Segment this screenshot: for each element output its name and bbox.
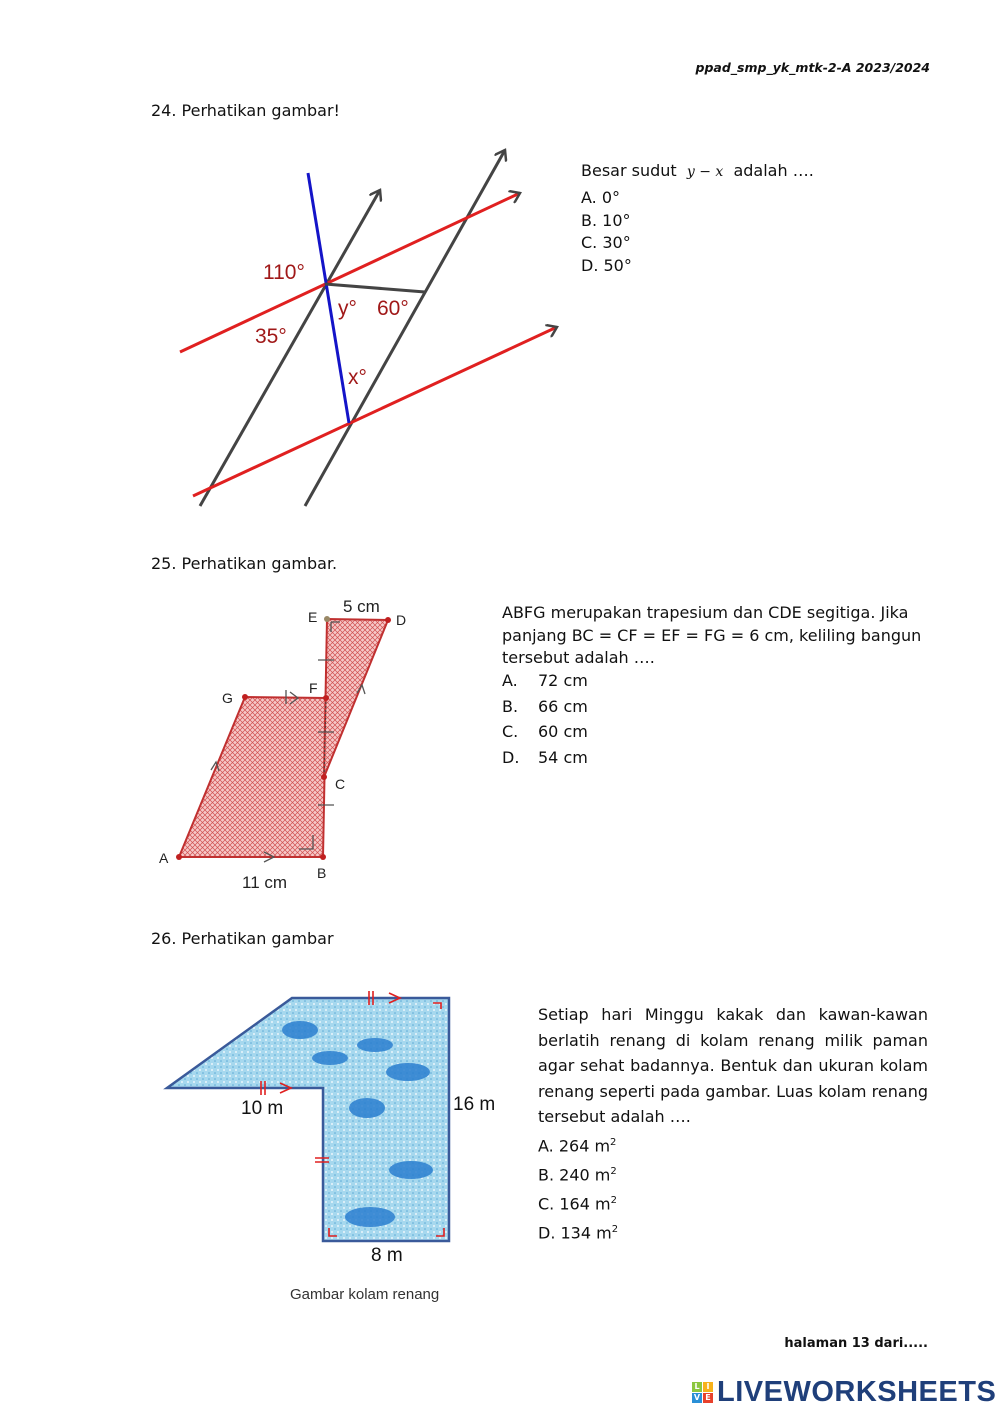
point-f: F [309,680,318,696]
q25-option-b[interactable]: B. 66 cm [502,696,588,716]
q24-title: 24. Perhatikan gambar! [151,101,340,120]
point-a: A [159,850,169,866]
q26-option-c[interactable]: C. 164 $m^2$ [538,1194,617,1214]
q25-title: 25. Perhatikan gambar. [151,554,338,573]
q25-option-d[interactable]: D. 54 cm [502,748,588,768]
q26-option-d[interactable]: D. 134 $m^2$ [538,1223,619,1243]
angle-x: x° [348,366,367,389]
figure-caption: Gambar kolam renang [290,1286,440,1303]
q24-option-a[interactable]: A. 0° [581,188,621,207]
q25-option-c[interactable]: C. 60 cm [502,722,588,742]
document-code: ppad_smp_yk_mtk-2-A 2023/2024 [695,60,930,75]
liveworksheets-logo: L I V E LIVEWORKSHEETS [693,1376,997,1408]
q25-question: ABFG merupakan trapesium dan CDE segitiga. Jika panjang BC = CF = EF = FG = 6 cm, keliling bangun tersebut adalah …. [502,603,922,667]
point-d: D [396,612,407,628]
label-11cm: 11 cm [242,873,288,892]
angle-110: 110° [263,261,305,284]
q26-option-b[interactable]: B. 240 $m^2$ [538,1165,617,1185]
q26-options [538,1130,618,1246]
label-8m: 8 m [371,1245,403,1266]
q26-option-a[interactable]: A. 264 $m^2$ [538,1136,617,1156]
point-e: E [308,609,318,625]
q24-option-c[interactable]: C. 30° [581,233,631,252]
logo-icon: L I V E [692,1382,713,1403]
q24-option-d[interactable]: D. 50° [581,255,632,275]
label-5cm: 5 cm [343,597,380,616]
point-c: C [335,776,346,792]
angle-35: 35° [255,325,287,348]
label-16m: 16 m [453,1094,496,1115]
q25-option-a[interactable]: A. 72 cm [502,671,588,690]
q26-title: 26. Perhatikan gambar [151,929,334,948]
page-number: halaman 13 dari..... [784,1336,928,1351]
angle-y: y° [338,297,357,320]
q24-option-b[interactable]: B. 10° [581,210,631,230]
q26-question: Setiap hari Minggu kakak dan kawan-kawan berlatih renang di kolam renang milik paman agar sehat badannya. Bentuk dan ukuran kolam renang seperti pada gambar. Luas kolam renang tersebut adalah …. [538,1005,928,1126]
point-b: B [317,865,327,881]
label-10m: 10 m [241,1098,284,1119]
angle-60: 60° [377,297,409,320]
q24-question: Besar sudut y − x adalah …. [581,161,814,180]
point-g: G [222,690,233,706]
